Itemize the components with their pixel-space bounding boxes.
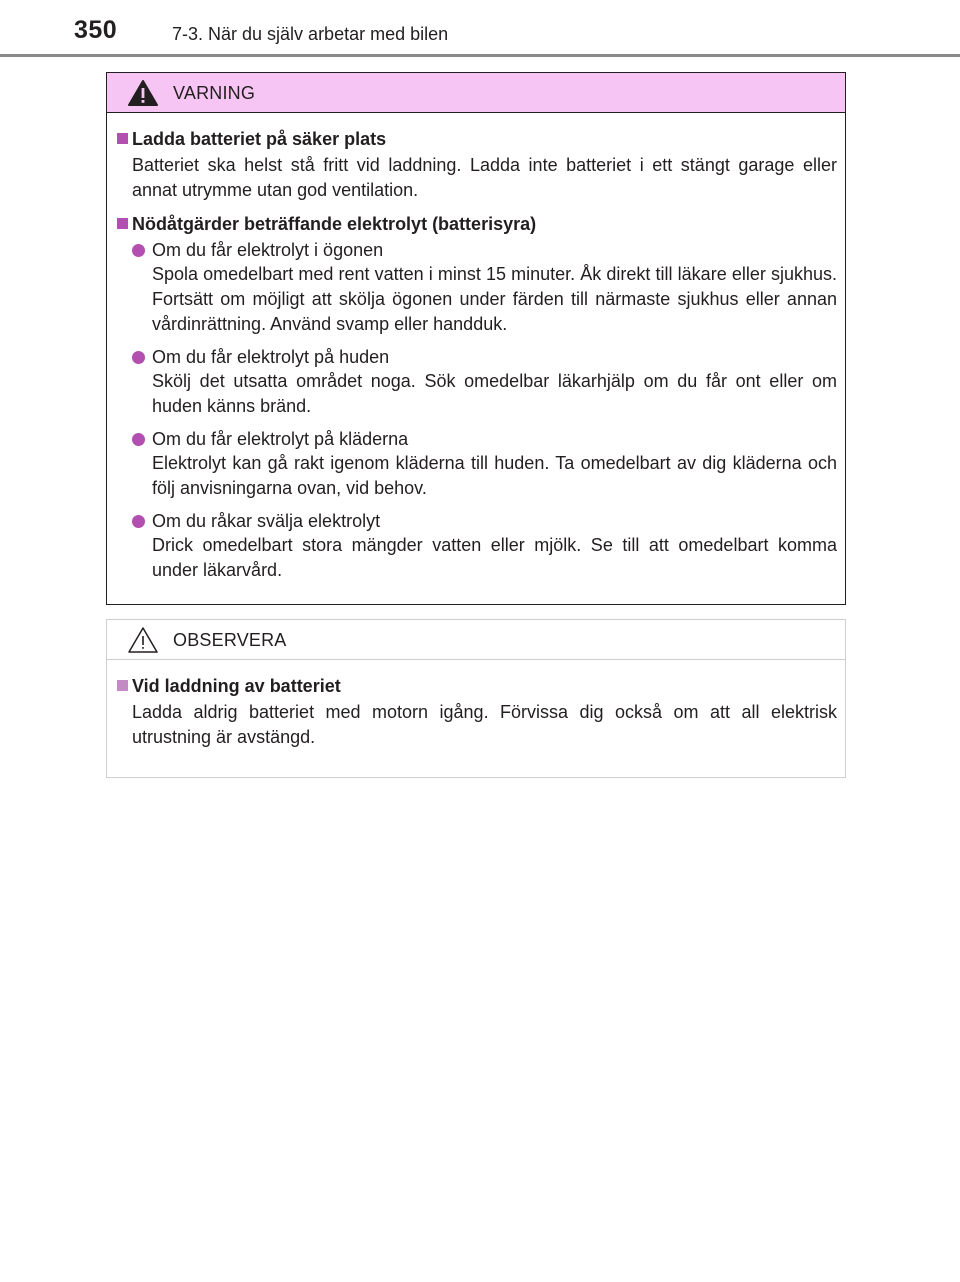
section-text: Batteriet ska helst stå fritt vid laddning. Ladda inte batteriet i ett stängt garage eller annat utrymme utan god ventilation. bbox=[132, 155, 837, 200]
warning-header bbox=[107, 73, 845, 113]
list-item-title: Om du råkar svälja elektrolyt bbox=[152, 511, 381, 531]
square-bullet-icon bbox=[117, 218, 128, 229]
round-bullet-icon bbox=[132, 433, 145, 446]
chapter-title: 7-3. När du själv arbetar med bilen bbox=[172, 24, 449, 44]
notice-box bbox=[106, 619, 846, 778]
square-bullet-icon bbox=[117, 680, 128, 691]
notice-body bbox=[107, 660, 845, 750]
list-item bbox=[117, 345, 837, 419]
section-heading-text: Nödåtgärder beträffande elektrolyt (batterisyra) bbox=[132, 214, 537, 234]
list-item-title: Om du får elektrolyt på kläderna bbox=[152, 429, 409, 449]
round-bullet-icon bbox=[132, 351, 145, 364]
section-heading-text: Vid laddning av batteriet bbox=[132, 676, 341, 696]
list-item bbox=[117, 427, 837, 501]
warning-outline-icon bbox=[127, 626, 159, 654]
section-text: Ladda aldrig batteriet med motorn igång. Förvissa dig också om att all elektrisk utrustning är avstängd. bbox=[132, 702, 837, 747]
section-heading bbox=[117, 212, 837, 236]
list-item-title: Om du får elektrolyt på huden bbox=[152, 347, 390, 367]
warning-box bbox=[106, 72, 846, 605]
header-divider bbox=[0, 54, 960, 57]
list-item-title: Om du får elektrolyt i ögonen bbox=[152, 240, 384, 260]
list-item bbox=[117, 238, 837, 337]
warning-label: VARNING bbox=[173, 83, 256, 103]
round-bullet-icon bbox=[132, 244, 145, 257]
list-item-text: Spola omedelbart med rent vatten i minst 15 minuter. Åk direkt till läkare eller sjukhus. Fortsätt om möjligt att skölja ögonen under färden till närmaste sjukhus eller annan vårdinrättning. Använd svamp eller handduk. bbox=[152, 264, 837, 334]
page-header bbox=[0, 0, 960, 60]
notice-label: OBSERVERA bbox=[173, 630, 287, 650]
list-item-text: Skölj det utsatta området noga. Sök omedelbar läkarhjälp om du får ont eller om huden känns bränd. bbox=[152, 371, 837, 416]
square-bullet-icon bbox=[117, 133, 128, 144]
notice-header bbox=[107, 620, 845, 660]
round-bullet-icon bbox=[132, 515, 145, 528]
page-number: 350 bbox=[74, 16, 118, 44]
list-item-text: Drick omedelbart stora mängder vatten eller mjölk. Se till att omedelbart komma under läkarvård. bbox=[152, 535, 837, 580]
list-item bbox=[117, 509, 837, 583]
section-heading bbox=[117, 674, 837, 698]
list-item-text: Elektrolyt kan gå rakt igenom kläderna till huden. Ta omedelbart av dig kläderna och följ anvisningarna ovan, vid behov. bbox=[152, 453, 837, 498]
section-heading-text: Ladda batteriet på säker plats bbox=[132, 129, 387, 149]
warning-body bbox=[107, 113, 845, 583]
warning-triangle-icon bbox=[127, 79, 159, 107]
section-heading bbox=[117, 127, 837, 151]
